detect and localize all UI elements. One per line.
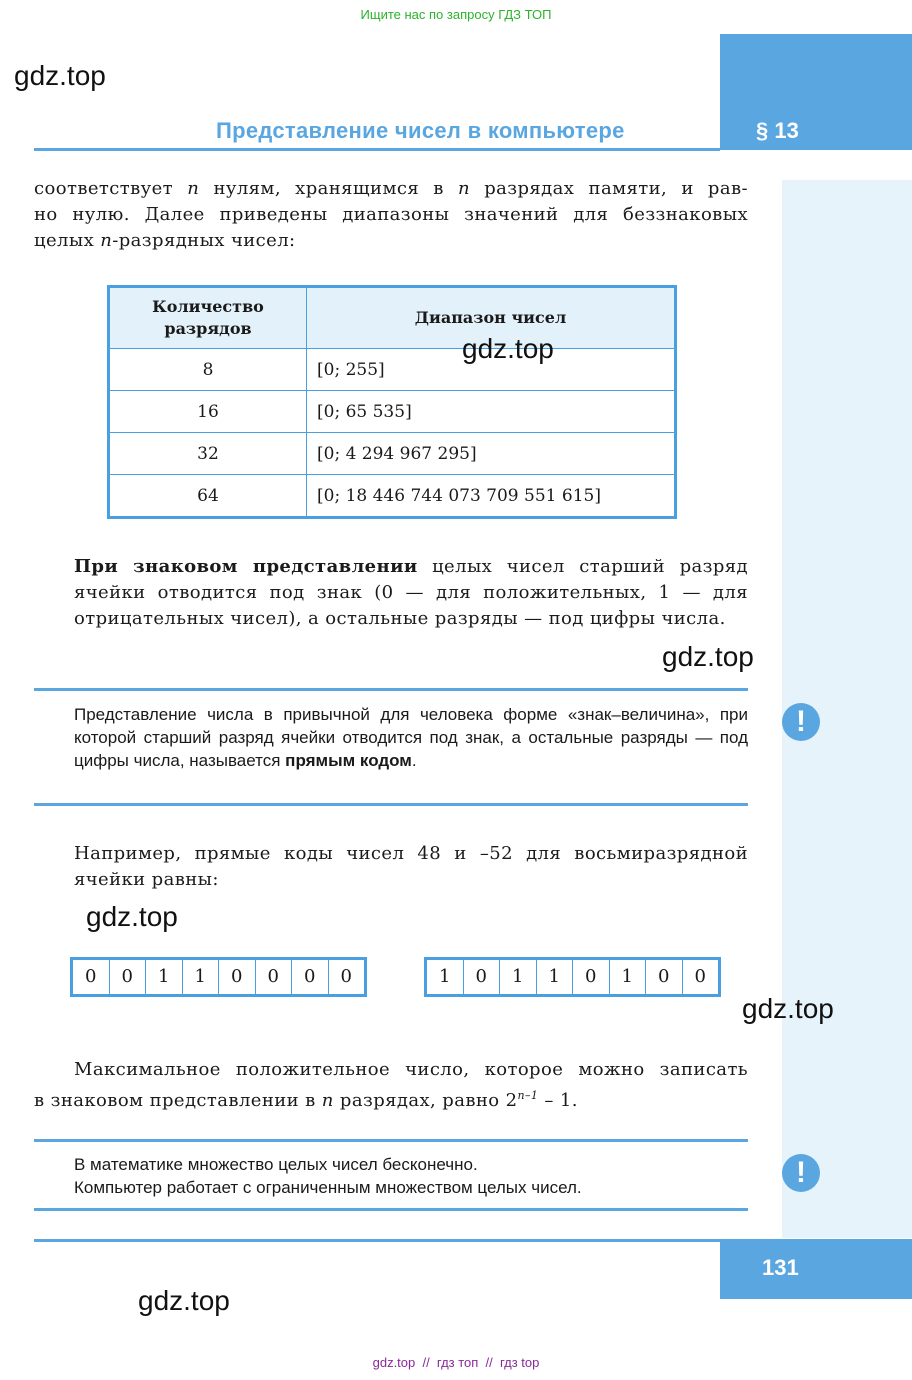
page-number-tab [720,1239,912,1299]
watermark: gdz.top [86,901,178,932]
cell-range: [0; 255] [307,349,676,391]
cell-range: [0; 65 535] [307,391,676,433]
cell-bits: 32 [109,433,307,475]
bottom-banner: gdz.top // гдз топ // гдз top [372,1355,540,1370]
paragraph-2: При знаковом представлении целых чисел старший разряд ячейки отводится под знак (0 — для положительных, 1 — для отрицательных чисел), а остальные разряды — под цифры числа. [74,556,748,629]
exclamation-icon: ! [782,1154,820,1192]
definition2-rule-bottom [34,1208,748,1211]
bit-cell: 0 [219,960,256,994]
bit-cell: 0 [646,960,683,994]
bit-cell: 0 [464,960,501,994]
table-row [109,391,676,433]
definition2-rule-top [34,1139,748,1142]
top-banner: Ищите нас по запросу ГДЗ ТОП [360,7,552,22]
bit-cell: 1 [610,960,647,994]
code-48 [70,957,367,997]
cell-bits: 64 [109,475,307,518]
table-row [109,475,676,518]
definition-rule-bottom [34,803,748,806]
bit-cell: 0 [573,960,610,994]
bit-cell: 1 [146,960,183,994]
bit-cell: 1 [537,960,574,994]
section-tab [720,34,912,150]
bit-cell: 0 [340,966,352,987]
table-row [109,349,676,391]
ranges-table [107,285,677,519]
page-number: 131 [762,1255,799,1280]
header-rule [34,148,720,151]
code-minus-52 [424,957,721,997]
cell-bits: 8 [109,349,307,391]
bit-cell: 0 [694,966,706,987]
cell-range: [0; 18 446 744 073 709 551 615] [307,475,676,518]
bit-cell: 0 [292,960,329,994]
bit-cell: 0 [73,960,110,994]
definition-direct-code: Представление числа в привычной для человека форме «знак–величина», при которой старший разряд ячейки отводится под знак, а остальные разряды — под цифры числа, называется прямым кодом. [74,705,748,770]
header-bits: Количество разрядов [109,287,307,349]
bit-cell: 1 [427,960,464,994]
watermark: gdz.top [14,60,106,91]
section-number: § 13 [756,118,799,143]
paragraph-3: Например, прямые коды чисел 48 и –52 для восьмиразрядной ячейки равны: [74,843,748,890]
watermark: gdz.top [138,1285,230,1316]
bit-cell: 0 [256,960,293,994]
page-title: Представление чисел в компьютере [216,118,625,143]
watermark: gdz.top [662,641,754,672]
bit-cell: 1 [183,960,220,994]
exclamation-icon: ! [782,703,820,741]
cell-bits: 16 [109,391,307,433]
bit-cell: 1 [500,960,537,994]
definition-rule-top [34,688,748,691]
cell-range: [0; 4 294 967 295] [307,433,676,475]
bit-cell: 0 [110,960,147,994]
definition-integers: В математике множество целых чисел бесконечно. Компьютер работает с ограниченным множеством целых чисел. [74,1155,582,1197]
paragraph-4: Максимальное положительное число, которое можно записать в знаковом представлении в n разрядах, равно 2$^{n-1}$ – 1. [34,1059,748,1111]
table-row [109,433,676,475]
paragraph-1: соответствует n нулям, хранящимся в n разрядах памяти, и рав- но нулю. Далее приведены диапазоны значений для беззнаковых целых n-разрядных чисел: [34,178,748,251]
footer-rule [34,1239,720,1242]
watermark: gdz.top [742,993,834,1024]
header-range: Диапазон чисел [307,287,676,349]
watermark: gdz.top [462,333,554,364]
